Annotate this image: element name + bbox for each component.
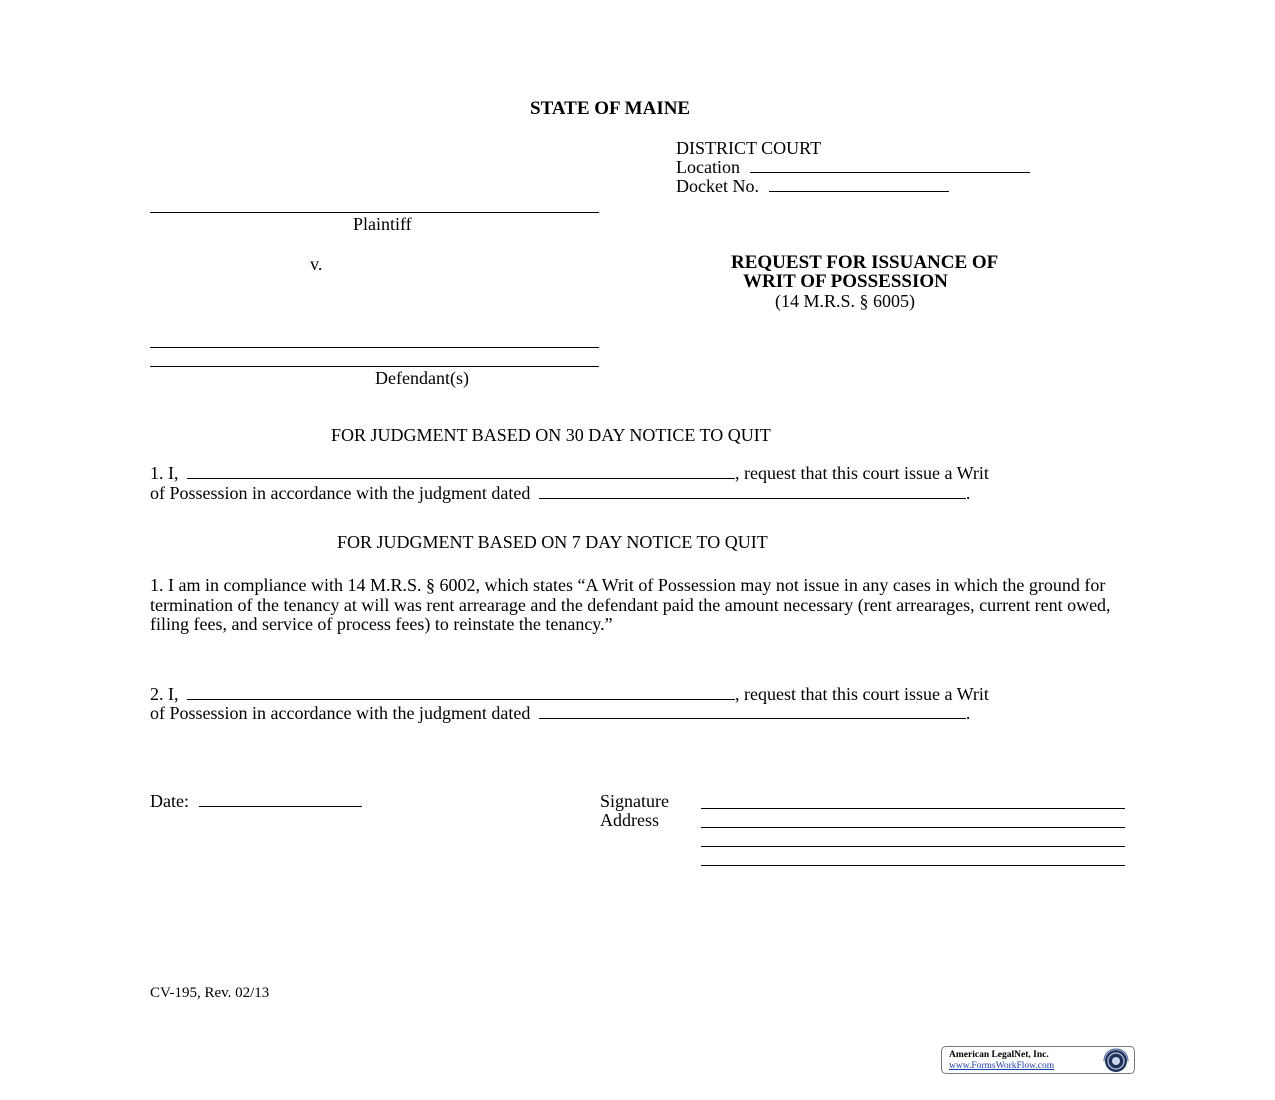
section-7-name-field[interactable] [187, 684, 735, 700]
court-name: DISTRICT COURT [676, 138, 822, 158]
american-legalnet-badge [941, 1046, 1135, 1074]
section-7-line2 [150, 703, 970, 723]
address-field-line-2[interactable] [701, 846, 1125, 847]
signature-field[interactable] [701, 808, 1125, 809]
statute-citation: (14 M.R.S. § 6005) [775, 291, 916, 311]
defendant-name-line-2[interactable] [150, 366, 599, 367]
form-id: CV-195, Rev. 02/13 [150, 985, 270, 1001]
defendant-label: Defendant(s) [375, 368, 469, 388]
address-label: Address [600, 810, 659, 830]
section-30-period: . [965, 483, 971, 503]
versus-label: v. [310, 254, 323, 274]
date-field[interactable] [199, 791, 362, 807]
badge-company-name: American LegalNet, Inc. [949, 1050, 1049, 1060]
section-30-judgment-text: of Possession in accordance with the judgment dated [150, 483, 531, 503]
badge-url-link[interactable]: www.FormsWorkFlow.com [949, 1061, 1055, 1071]
location-label: Location [676, 157, 740, 177]
section-30-line2 [150, 483, 970, 503]
docket-row [676, 176, 949, 196]
section-7-line1 [150, 684, 989, 704]
signature-label: Signature [600, 791, 669, 811]
legalnet-logo-icon [1096, 1048, 1132, 1074]
address-field-line-1[interactable] [701, 827, 1125, 828]
section-7-period: . [965, 703, 971, 723]
section-7-judgment-date-field[interactable] [539, 703, 966, 719]
address-field-line-3[interactable] [701, 865, 1125, 866]
section-30-prefix: 1. I, [150, 463, 179, 483]
state-heading: STATE OF MAINE [530, 98, 691, 119]
section-30-name-field[interactable] [187, 463, 735, 479]
defendant-name-line-1[interactable] [150, 347, 599, 348]
section-30-line1 [150, 463, 989, 483]
section-7-compliance-paragraph: 1. I am in compliance with 14 M.R.S. § 6002, which states “A Writ of Possession may not issue in any cases in which the ground for termination of the tenancy at will was rent arrearage and the defendant paid the amount necessary (rent arrearages, current rent owed, filing fees, and service of process fees) to reinstate the tenancy.” [150, 575, 1111, 634]
section-30-request-text: , request that this court issue a Writ [735, 463, 989, 483]
section-30-judgment-date-field[interactable] [539, 483, 966, 499]
location-row [676, 157, 1030, 177]
date-label: Date: [150, 791, 189, 811]
location-field[interactable] [750, 157, 1030, 173]
section-7-day-heading: FOR JUDGMENT BASED ON 7 DAY NOTICE TO QUIT [337, 532, 768, 552]
plaintiff-name-line[interactable] [150, 212, 599, 213]
plaintiff-label: Plaintiff [353, 214, 412, 234]
section-7-request-text: , request that this court issue a Writ [735, 684, 989, 704]
section-30-day-heading: FOR JUDGMENT BASED ON 30 DAY NOTICE TO QUIT [331, 425, 771, 445]
section-7-judgment-text: of Possession in accordance with the judgment dated [150, 703, 531, 723]
docket-label: Docket No. [676, 176, 759, 196]
date-row [150, 791, 362, 811]
section-7-prefix: 2. I, [150, 684, 179, 704]
form-title-line1: REQUEST FOR ISSUANCE OF [731, 252, 999, 273]
form-title-line2: WRIT OF POSSESSION [743, 271, 948, 292]
docket-number-field[interactable] [769, 176, 949, 192]
